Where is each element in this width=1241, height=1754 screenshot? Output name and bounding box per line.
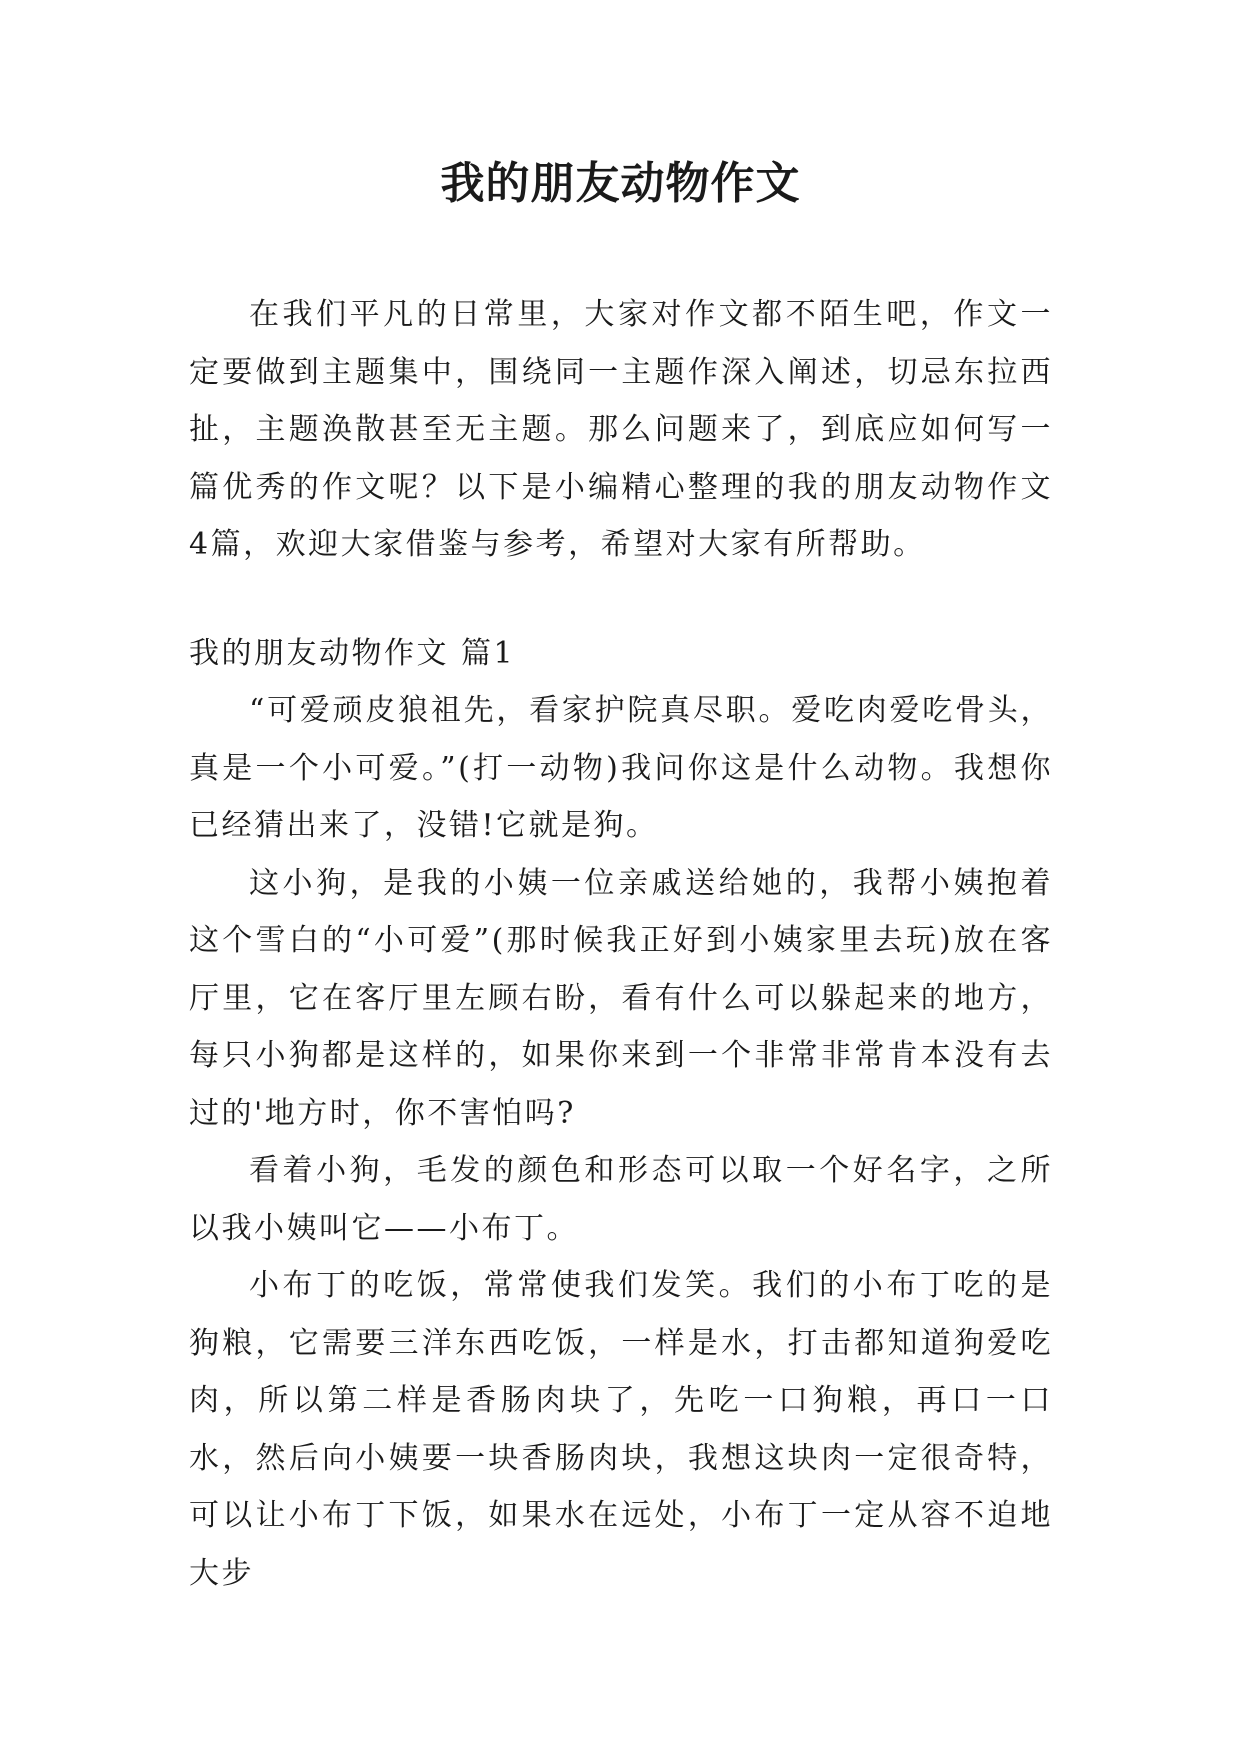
essay-section-1 (189, 625, 1053, 1603)
body-paragraph: 这小狗，是我的小姨一位亲戚送给她的，我帮小姨抱着这个雪白的“小可爱”(那时候我正好到小姨家里去玩)放在客厅里，它在客厅里左顾右盼，看有什么可以躲起来的地方，每只小狗都是这样的，如果你来到一个非常非常肯本没有去过的'地方时，你不害怕吗? (189, 865, 1053, 1131)
body-paragraph: “可爱顽皮狼祖先，看家护院真尽职。爱吃肉爱吃骨头，真是一个小可爱。”(打一动物)我问你这是什么动物。我想你已经猜出来了，没错!它就是狗。 (189, 693, 1053, 843)
body-paragraph: 小布丁的吃饭，常常使我们发笑。我们的小布丁吃的是狗粮，它需要三洋东西吃饭，一样是水，打击都知道狗爱吃肉，所以第二样是香肠肉块了，先吃一口狗粮，再口一口水，然后向小姨要一块香肠肉块，我想这块肉一定很奇特，可以让小布丁下饭，如果水在远处，小布丁一定从容不迫地大步 (189, 1268, 1053, 1591)
body-paragraph: 看着小狗，毛发的颜色和形态可以取一个好名字，之所以我小姨叫它——小布丁。 (189, 1153, 1053, 1246)
document-title: 我的朋友动物作文 (440, 158, 801, 209)
document-body (189, 286, 1053, 1602)
section-heading: 我的朋友动物作文 篇1 (189, 635, 516, 671)
intro-paragraph: 在我们平凡的日常里，大家对作文都不陌生吧，作文一定要做到主题集中，围绕同一主题作深入阐述，切忌东拉西扯，主题涣散甚至无主题。那么问题来了，到底应如何写一篇优秀的作文呢？以下是小编精心整理的我的朋友动物作文4篇，欢迎大家借鉴与参考，希望对大家有所帮助。 (189, 297, 1053, 562)
